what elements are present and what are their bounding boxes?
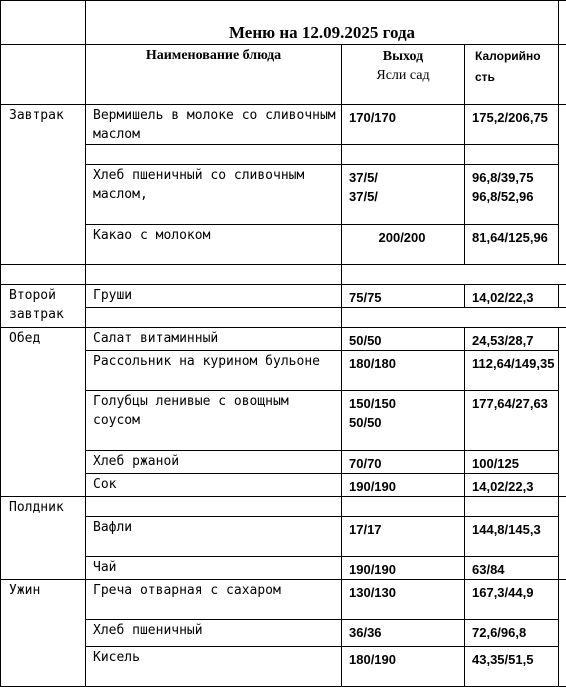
dish-calories: 63/84	[465, 557, 559, 580]
dish-calories: 14,02/22,3	[465, 474, 559, 497]
dish-name: Груши	[86, 285, 342, 308]
header-dish-name: Наименование блюда	[86, 45, 342, 105]
dish-name: Какао с молоком	[86, 225, 342, 265]
dish-calories: 96,8/39,75 96,8/52,96	[465, 165, 559, 225]
table-row	[1, 517, 566, 557]
table-row	[1, 557, 566, 580]
table-row	[1, 351, 566, 391]
corner-cell	[1, 1, 86, 45]
dish-calories: 72,6/96,8	[465, 620, 559, 647]
table-row	[1, 105, 566, 145]
dish-name: Сок	[86, 474, 342, 497]
dish-calories: 167,3/44,9	[465, 580, 559, 620]
table-row	[1, 474, 566, 497]
table-row	[1, 391, 566, 451]
meal-second-breakfast: Второй завтрак	[1, 285, 86, 328]
dish-calories: 100/125	[465, 451, 559, 474]
table-row	[1, 647, 566, 687]
empty-row	[1, 497, 566, 517]
dish-output: 150/150 50/50	[342, 391, 465, 451]
dish-name: Вермишель в молоке со сливочным маслом	[86, 105, 342, 145]
dish-name: Хлеб ржаной	[86, 451, 342, 474]
table-row	[1, 451, 566, 474]
dish-name: Чай	[86, 557, 342, 580]
dish-output: 75/75	[342, 285, 465, 308]
spacer-row	[1, 265, 566, 285]
dish-name: Рассольник на курином бульоне	[86, 351, 342, 391]
header-output-sub: Ясли сад	[376, 68, 429, 83]
dish-output: 170/170	[342, 105, 465, 145]
dish-name: Хлеб пшеничный	[86, 620, 342, 647]
table-row	[1, 620, 566, 647]
edge-cell	[559, 1, 566, 45]
table-row	[1, 580, 566, 620]
dish-output: 200/200	[342, 225, 465, 265]
dish-output: 180/180	[342, 351, 465, 391]
header-output	[342, 45, 465, 105]
header-output-label: Выход	[383, 49, 423, 64]
meal-lunch: Обед	[1, 328, 86, 497]
dish-output: 70/70	[342, 451, 465, 474]
header-row	[1, 45, 566, 105]
dish-output: 36/36	[342, 620, 465, 647]
dish-output: 180/190	[342, 647, 465, 687]
meal-snack: Полдник	[1, 497, 86, 580]
dish-calories: 43,35/51,5	[465, 647, 559, 687]
dish-calories: 81,64/125,96	[465, 225, 559, 265]
dish-name: Вафли	[86, 517, 342, 557]
header-calories: Калорийно сть	[465, 45, 559, 105]
dish-output: 130/130	[342, 580, 465, 620]
meal-breakfast: Завтрак	[1, 105, 86, 265]
dish-output: 37/5/ 37/5/	[342, 165, 465, 225]
empty-row	[1, 308, 566, 328]
table-row	[1, 328, 566, 351]
dish-calories: 177,64/27,63	[465, 391, 559, 451]
menu-title: Меню на 12.09.2025 года	[86, 1, 559, 45]
dish-output: 17/17	[342, 517, 465, 557]
dish-output: 50/50	[342, 328, 465, 351]
dish-output: 190/190	[342, 474, 465, 497]
dish-calories: 14,02/22,3	[465, 285, 559, 308]
dish-calories: 24,53/28,7	[465, 328, 559, 351]
dish-calories: 175,2/206,75	[465, 105, 559, 145]
title-row	[1, 1, 566, 45]
dish-output: 190/190	[342, 557, 465, 580]
table-row	[1, 165, 566, 225]
dish-name: Кисель	[86, 647, 342, 687]
meal-dinner: Ужин	[1, 580, 86, 687]
table-row	[1, 225, 566, 265]
dish-name: Греча отварная с сахаром	[86, 580, 342, 620]
table-row	[1, 285, 566, 308]
dish-name: Хлеб пшеничный со сливочным маслом,	[86, 165, 342, 225]
empty-row	[1, 145, 566, 165]
dish-name: Голубцы ленивые с овощным соусом	[86, 391, 342, 451]
dish-calories: 112,64/149,35	[465, 351, 559, 391]
dish-name: Салат витаминный	[86, 328, 342, 351]
dish-calories: 144,8/145,3	[465, 517, 559, 557]
